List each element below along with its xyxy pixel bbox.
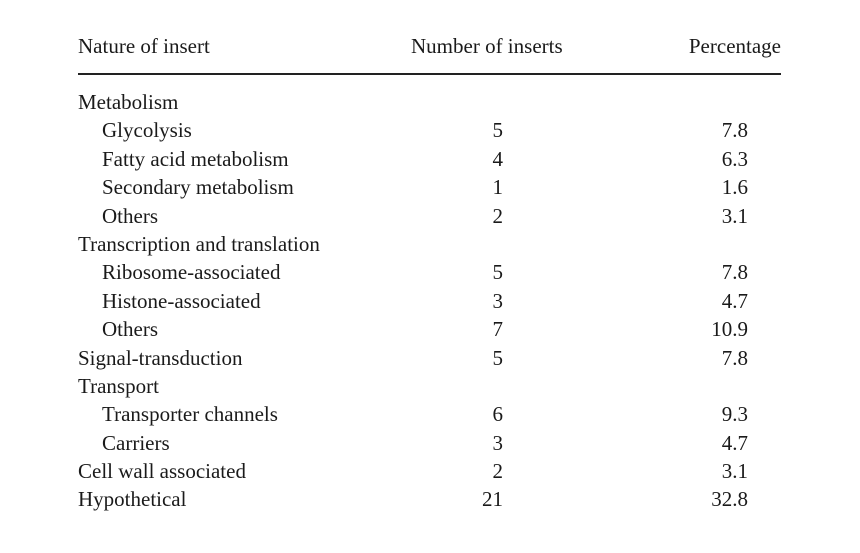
row-number-of-inserts: 21 [482,487,503,512]
row-number-of-inserts: 3 [492,430,503,455]
header-rule [78,73,781,75]
table-row-category [78,230,781,258]
row-number-of-inserts: 5 [492,345,503,370]
table-row-subcategory [78,116,781,144]
row-percentage: 1.6 [721,175,748,200]
row-label: Metabolism [78,90,179,114]
row-label: Fatty acid metabolism [102,146,289,171]
row-label: Signal-transduction [78,345,243,370]
table-row-subcategory [78,315,781,343]
row-number-of-inserts: 2 [492,459,503,484]
row-number-of-inserts: 1 [492,175,503,200]
table-row-subcategory [78,400,781,428]
row-number-of-inserts: 6 [492,402,503,427]
row-percentage: 3.1 [721,203,748,228]
row-label: Others [102,317,158,342]
row-number-of-inserts: 5 [492,260,503,285]
table-header [78,34,781,64]
table-row-subcategory [78,258,781,286]
row-percentage: 4.7 [721,288,748,313]
row-number-of-inserts: 3 [492,288,503,313]
table-row-subcategory [78,202,781,230]
table-body [78,88,781,514]
row-number-of-inserts: 4 [492,146,503,171]
row-label: Histone-associated [102,288,261,313]
row-percentage: 32.8 [711,487,748,512]
row-label: Secondary metabolism [102,175,294,200]
row-percentage: 9.3 [721,402,748,427]
row-percentage: 7.8 [721,345,748,370]
row-label: Cell wall associated [78,459,246,484]
header-nature-of-insert: Nature of insert [78,34,210,58]
row-label: Ribosome-associated [102,260,281,285]
table-row-subcategory [78,173,781,201]
row-number-of-inserts: 5 [492,118,503,143]
row-number-of-inserts: 2 [492,203,503,228]
row-percentage: 7.8 [721,260,748,285]
table-row-category [78,485,781,513]
row-percentage: 7.8 [721,118,748,143]
table-row-category [78,344,781,372]
row-label: Glycolysis [102,118,192,143]
row-percentage: 4.7 [721,430,748,455]
row-percentage: 6.3 [721,146,748,171]
row-percentage: 3.1 [721,459,748,484]
row-number-of-inserts: 7 [492,317,503,342]
header-number-of-inserts: Number of inserts [411,34,563,58]
row-label: Others [102,203,158,228]
table-row-category [78,88,781,116]
row-percentage: 10.9 [711,317,748,342]
row-label: Transporter channels [102,402,278,427]
table-row-subcategory [78,429,781,457]
row-label: Transport [78,373,159,398]
table-row-category [78,372,781,400]
row-label: Transcription and translation [78,231,320,256]
row-label: Hypothetical [78,487,187,512]
table-row-category [78,457,781,485]
table-row-subcategory [78,287,781,315]
header-percentage: Percentage [688,34,781,58]
row-label: Carriers [102,430,170,455]
table-row-subcategory [78,145,781,173]
